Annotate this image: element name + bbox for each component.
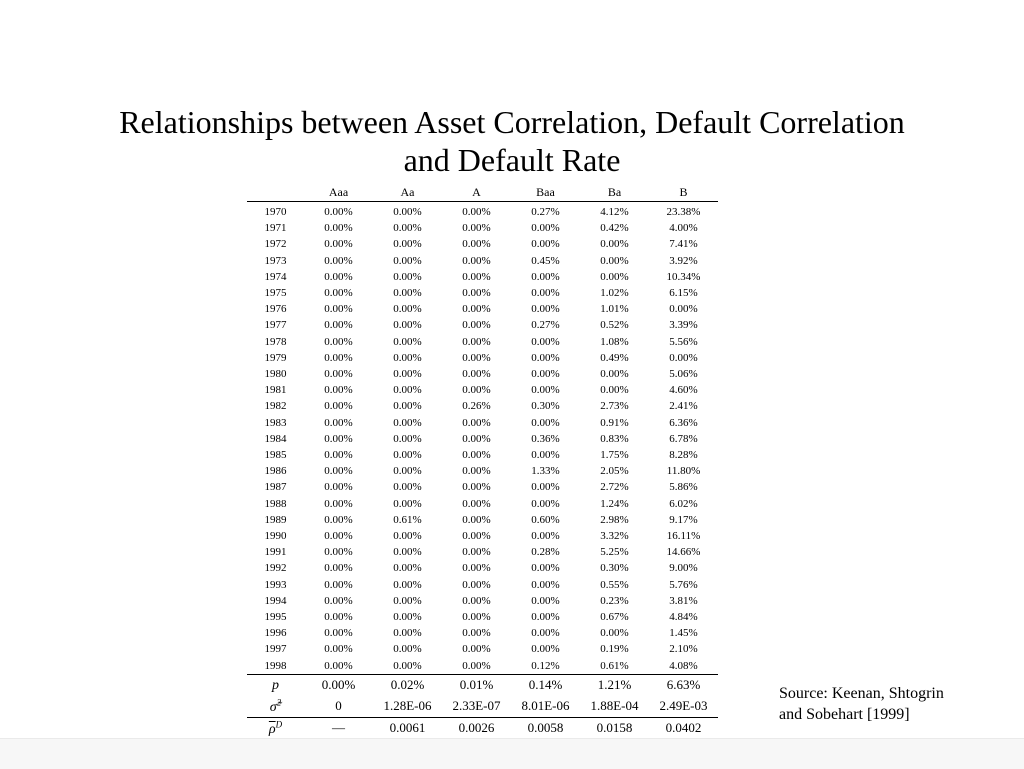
year-cell: 1996 (264, 627, 287, 640)
year-cell: 1994 (264, 594, 287, 607)
table-cell: 0.42% (600, 222, 629, 235)
table-cell: 0.27% (531, 206, 560, 218)
table-cell: 0.61% (393, 513, 422, 526)
summary-rows (247, 674, 718, 739)
year-cell: 1978 (264, 335, 287, 348)
table-cell: 0.00% (393, 287, 422, 300)
table-cell: 0.00% (393, 530, 422, 543)
table-cell: 0.00% (531, 303, 560, 316)
table-cell: 0.00% (393, 449, 422, 462)
table-cell: 2.05% (600, 465, 629, 478)
table-cell: 0.00% (393, 627, 422, 640)
year-cell: 1992 (264, 562, 287, 575)
year-cell: 1984 (264, 432, 287, 445)
table-cell: 5.76% (669, 578, 698, 591)
table-cell: 0.00% (324, 594, 353, 607)
table-cell: 3.92% (669, 254, 698, 267)
table-cell: 3.32% (600, 530, 629, 543)
table-cell: 0.00% (531, 497, 560, 510)
table-cell: 0.28% (531, 546, 560, 559)
table-cell: 0.00% (462, 303, 491, 316)
table-cell: 0.00% (531, 449, 560, 462)
table-cell: 2.49E-03 (649, 696, 718, 718)
title-line-2: and Default Rate (403, 142, 621, 178)
table-cell: 0.00% (600, 254, 629, 267)
table-cell: 8.28% (669, 449, 698, 462)
table-cell: 6.02% (669, 497, 698, 510)
table-cell: 0.00% (393, 400, 422, 413)
table-cell: 0.00% (531, 611, 560, 624)
table-cell: 0.00% (393, 659, 422, 672)
table-cell: 0.00% (324, 546, 353, 559)
table-cell: 0.00% (531, 627, 560, 640)
table-header-row (247, 184, 718, 202)
table-row (247, 577, 718, 593)
table-row (247, 382, 718, 398)
year-cell: 1972 (264, 238, 287, 251)
table-cell: 0.00% (324, 287, 353, 300)
table-cell: 2.98% (600, 513, 629, 526)
table-cell: 4.12% (600, 206, 629, 218)
table-cell: 0.00% (462, 351, 491, 364)
table-cell: 0.00% (324, 206, 353, 218)
table-cell: 0.00% (324, 384, 353, 397)
table-cell: 6.15% (669, 287, 698, 300)
table-cell: 3.39% (669, 319, 698, 332)
table-cell: 0.00% (462, 659, 491, 672)
table-cell: 0.00% (393, 481, 422, 494)
table-cell: 0.00% (324, 335, 353, 348)
table-cell: 0.00% (324, 238, 353, 251)
year-cell: 1998 (264, 659, 287, 672)
table-cell: 0.00% (462, 206, 491, 218)
default-rate-table-container (247, 184, 718, 740)
source-citation (779, 683, 1009, 725)
table-cell: 0.00% (462, 238, 491, 251)
table-cell: 0.00% (324, 270, 353, 283)
header-a: A (442, 184, 511, 202)
table-cell: 0.00% (462, 270, 491, 283)
table-cell: 0.00% (462, 319, 491, 332)
table-cell: 0.00% (462, 643, 491, 656)
table-cell: 0.60% (531, 513, 560, 526)
table-cell: 0.00% (393, 578, 422, 591)
table-cell: 0.00% (393, 611, 422, 624)
table-cell: 0.0402 (649, 717, 718, 739)
table-cell: 1.45% (669, 627, 698, 640)
table-cell: 14.66% (666, 546, 701, 559)
table-cell: 0.27% (531, 319, 560, 332)
table-cell: 0.00% (324, 627, 353, 640)
table-cell: 6.36% (669, 416, 698, 429)
table-row (247, 334, 718, 350)
year-cell: 1989 (264, 513, 287, 526)
table-row (247, 496, 718, 512)
year-cell: 1990 (264, 530, 287, 543)
table-cell: 0.00% (462, 546, 491, 559)
table-cell: 0.00% (462, 449, 491, 462)
table-cell: 0.30% (531, 400, 560, 413)
table-cell: 11.80% (666, 465, 701, 478)
title-line-1: Relationships between Asset Correlation, Default Correlation (119, 104, 905, 140)
mean-symbol: p (247, 674, 304, 696)
table-row (247, 641, 718, 657)
table-row (247, 528, 718, 544)
table-cell: 0.00% (393, 254, 422, 267)
table-cell: 0.00% (324, 416, 353, 429)
table-row (247, 544, 718, 560)
table-row (247, 285, 718, 301)
table-cell: 0.00% (324, 368, 353, 381)
table-cell: 0.00% (531, 481, 560, 494)
table-cell: 0.00% (393, 206, 422, 218)
table-row (247, 202, 718, 221)
year-cell: 1974 (264, 270, 287, 283)
header-aa: Aa (373, 184, 442, 202)
year-cell: 1971 (264, 222, 287, 235)
default-correlation-row (247, 717, 718, 739)
header-ba: Ba (580, 184, 649, 202)
table-cell: 0.00% (531, 287, 560, 300)
table-cell: 0.00% (324, 222, 353, 235)
year-cell: 1993 (264, 578, 287, 591)
table-cell: 0.00% (324, 400, 353, 413)
table-row (247, 398, 718, 414)
table-cell: 0.55% (600, 578, 629, 591)
table-cell: 7.41% (669, 238, 698, 251)
table-cell: 0.00% (462, 513, 491, 526)
table-cell: 0.00% (462, 432, 491, 445)
table-cell: — (304, 717, 373, 739)
table-cell: 23.38% (666, 206, 701, 218)
table-cell: 2.72% (600, 481, 629, 494)
table-row (247, 463, 718, 479)
table-cell: 0.00% (393, 416, 422, 429)
table-row (247, 236, 718, 252)
table-cell: 0.00% (393, 643, 422, 656)
table-cell: 0.00% (531, 335, 560, 348)
table-cell: 0.52% (600, 319, 629, 332)
year-cell: 1987 (264, 481, 287, 494)
table-row (247, 447, 718, 463)
table-cell: 9.00% (669, 562, 698, 575)
table-cell: 0.45% (531, 254, 560, 267)
table-row (247, 479, 718, 495)
table-cell: 0.00% (600, 384, 629, 397)
table-cell: 0.00% (324, 254, 353, 267)
table-cell: 2.41% (669, 400, 698, 413)
table-cell: 1.21% (580, 674, 649, 696)
table-cell: 5.06% (669, 368, 698, 381)
table-cell: 0.00% (531, 562, 560, 575)
table-row (247, 253, 718, 269)
table-row (247, 658, 718, 675)
table-cell: 2.33E-07 (442, 696, 511, 718)
table-cell: 0.00% (531, 270, 560, 283)
table-cell: 0.01% (442, 674, 511, 696)
table-cell: 1.75% (600, 449, 629, 462)
table-cell: 5.86% (669, 481, 698, 494)
table-cell: 1.02% (600, 287, 629, 300)
table-cell: 0.00% (531, 238, 560, 251)
table-cell: 9.17% (669, 513, 698, 526)
table-cell: 0.00% (324, 481, 353, 494)
table-cell: 0.00% (393, 562, 422, 575)
year-rows (247, 202, 718, 675)
table-cell: 0.36% (531, 432, 560, 445)
table-cell: 0.00% (393, 222, 422, 235)
table-cell: 0.00% (324, 643, 353, 656)
table-row (247, 625, 718, 641)
table-cell: 0.0058 (511, 717, 580, 739)
table-cell: 0.00% (462, 578, 491, 591)
table-cell: 2.73% (600, 400, 629, 413)
table-cell: 0.00% (462, 465, 491, 478)
table-cell: 0.00% (531, 643, 560, 656)
table-cell: 0.00% (304, 674, 373, 696)
table-cell: 3.81% (669, 594, 698, 607)
table-cell: 0.00% (462, 627, 491, 640)
table-cell: 1.28E-06 (373, 696, 442, 718)
table-cell: 0.00% (462, 222, 491, 235)
table-cell: 16.11% (666, 530, 701, 543)
table-cell: 0.00% (531, 578, 560, 591)
table-cell: 0.49% (600, 351, 629, 364)
table-row (247, 350, 718, 366)
table-cell: 4.08% (669, 659, 698, 672)
table-cell: 0.00% (531, 530, 560, 543)
table-cell: 1.33% (531, 465, 560, 478)
table-cell: 0.00% (393, 303, 422, 316)
table-cell: 0.00% (669, 351, 698, 364)
table-cell: 0.00% (600, 627, 629, 640)
table-cell: 0.00% (393, 432, 422, 445)
table-cell: 0.00% (600, 270, 629, 283)
header-b: B (649, 184, 718, 202)
source-line-1: Source: Keenan, Shtogrin (779, 685, 944, 702)
year-cell: 1995 (264, 611, 287, 624)
year-cell: 1975 (264, 287, 287, 300)
table-cell: 0.00% (393, 351, 422, 364)
variance-symbol: σ̃$^2$ (247, 696, 304, 718)
table-cell: 0.00% (393, 384, 422, 397)
table-cell: 0.00% (462, 611, 491, 624)
year-cell: 1983 (264, 416, 287, 429)
table-cell: 0.00% (462, 384, 491, 397)
table-cell: 0.00% (324, 351, 353, 364)
table-cell: 6.63% (649, 674, 718, 696)
table-cell: 4.84% (669, 611, 698, 624)
table-cell: 0.30% (600, 562, 629, 575)
table-cell: 0.00% (669, 303, 698, 316)
table-cell: 0.00% (462, 416, 491, 429)
table-cell: 1.88E-04 (580, 696, 649, 718)
table-cell: 0.00% (531, 594, 560, 607)
table-cell: 0.00% (462, 335, 491, 348)
table-cell: 0.00% (324, 659, 353, 672)
header-baa: Baa (511, 184, 580, 202)
table-cell: 0.00% (531, 384, 560, 397)
table-cell: 5.25% (600, 546, 629, 559)
table-cell: 0.00% (462, 497, 491, 510)
table-cell: 0.00% (393, 594, 422, 607)
table-cell: 0.23% (600, 594, 629, 607)
year-cell: 1991 (264, 546, 287, 559)
table-cell: 0.00% (600, 368, 629, 381)
year-cell: 1977 (264, 319, 287, 332)
table-cell: 0.67% (600, 611, 629, 624)
header-aaa: Aaa (304, 184, 373, 202)
table-cell: 8.01E-06 (511, 696, 580, 718)
default-rate-table (247, 184, 718, 740)
table-cell: 5.56% (669, 335, 698, 348)
table-row (247, 431, 718, 447)
table-cell: 0.00% (324, 530, 353, 543)
table-cell: 0.00% (462, 594, 491, 607)
table-cell: 0.00% (324, 578, 353, 591)
table-cell: 0.00% (324, 497, 353, 510)
table-cell: 0.0061 (373, 717, 442, 739)
table-cell: 0.00% (462, 530, 491, 543)
table-cell: 0.91% (600, 416, 629, 429)
table-cell: 2.10% (669, 643, 698, 656)
table-cell: 0.00% (393, 335, 422, 348)
table-cell: 0.0026 (442, 717, 511, 739)
table-cell: 0.00% (600, 238, 629, 251)
table-cell: 0.00% (324, 449, 353, 462)
footer-bar (0, 738, 1024, 769)
table-cell: 0.0158 (580, 717, 649, 739)
table-cell: 1.24% (600, 497, 629, 510)
table-cell: 0.00% (324, 465, 353, 478)
default-correlation-symbol: $\overline{\rho}^D$ (247, 717, 304, 739)
table-cell: 0.00% (531, 416, 560, 429)
table-cell: 0.14% (511, 674, 580, 696)
table-cell: 0.12% (531, 659, 560, 672)
table-cell: 0.00% (462, 287, 491, 300)
table-cell: 0.02% (373, 674, 442, 696)
table-cell: 0.00% (531, 368, 560, 381)
table-row (247, 269, 718, 285)
year-cell: 1982 (264, 400, 287, 413)
table-cell: 1.08% (600, 335, 629, 348)
table-cell: 0.26% (462, 400, 491, 413)
table-cell: 6.78% (669, 432, 698, 445)
table-row (247, 415, 718, 431)
table-cell: 0.00% (324, 562, 353, 575)
table-row (247, 317, 718, 333)
table-cell: 0.00% (324, 319, 353, 332)
year-cell: 1976 (264, 303, 287, 316)
table-cell: 0.00% (324, 303, 353, 316)
table-cell: 0.00% (393, 497, 422, 510)
table-cell: 0.00% (462, 254, 491, 267)
year-cell: 1981 (264, 384, 287, 397)
table-row (247, 301, 718, 317)
table-cell: 0.00% (531, 351, 560, 364)
table-cell: 10.34% (666, 270, 701, 283)
table-row (247, 560, 718, 576)
table-cell: 0.00% (531, 222, 560, 235)
table-cell: 0.00% (393, 546, 422, 559)
table-cell: 0.00% (324, 611, 353, 624)
year-cell: 1973 (264, 254, 287, 267)
slide-title (0, 103, 1024, 179)
table-cell: 4.60% (669, 384, 698, 397)
year-cell: 1970 (264, 206, 287, 218)
header-year (247, 184, 304, 202)
mean-row (247, 674, 718, 696)
table-cell: 0.00% (462, 562, 491, 575)
table-row (247, 220, 718, 236)
table-cell: 0.00% (324, 432, 353, 445)
table-cell: 0.00% (462, 481, 491, 494)
table-cell: 4.00% (669, 222, 698, 235)
table-cell: 0.00% (393, 368, 422, 381)
year-cell: 1979 (264, 351, 287, 364)
table-cell: 0.83% (600, 432, 629, 445)
year-cell: 1980 (264, 368, 287, 381)
year-cell: 1985 (264, 449, 287, 462)
year-cell: 1997 (264, 643, 287, 656)
table-cell: 0.00% (462, 368, 491, 381)
table-cell: 1.01% (600, 303, 629, 316)
table-cell: 0.00% (393, 238, 422, 251)
table-row (247, 609, 718, 625)
table-cell: 0.00% (324, 513, 353, 526)
source-line-2: and Sobehart [1999] (779, 706, 910, 723)
table-cell: 0.61% (600, 659, 629, 672)
table-cell: 0 (304, 696, 373, 718)
table-cell: 0.00% (393, 465, 422, 478)
year-cell: 1988 (264, 497, 287, 510)
table-row (247, 593, 718, 609)
table-cell: 0.00% (393, 319, 422, 332)
table-row (247, 512, 718, 528)
table-cell: 0.00% (393, 270, 422, 283)
year-cell: 1986 (264, 465, 287, 478)
table-row (247, 366, 718, 382)
table-cell: 0.19% (600, 643, 629, 656)
variance-row (247, 696, 718, 718)
